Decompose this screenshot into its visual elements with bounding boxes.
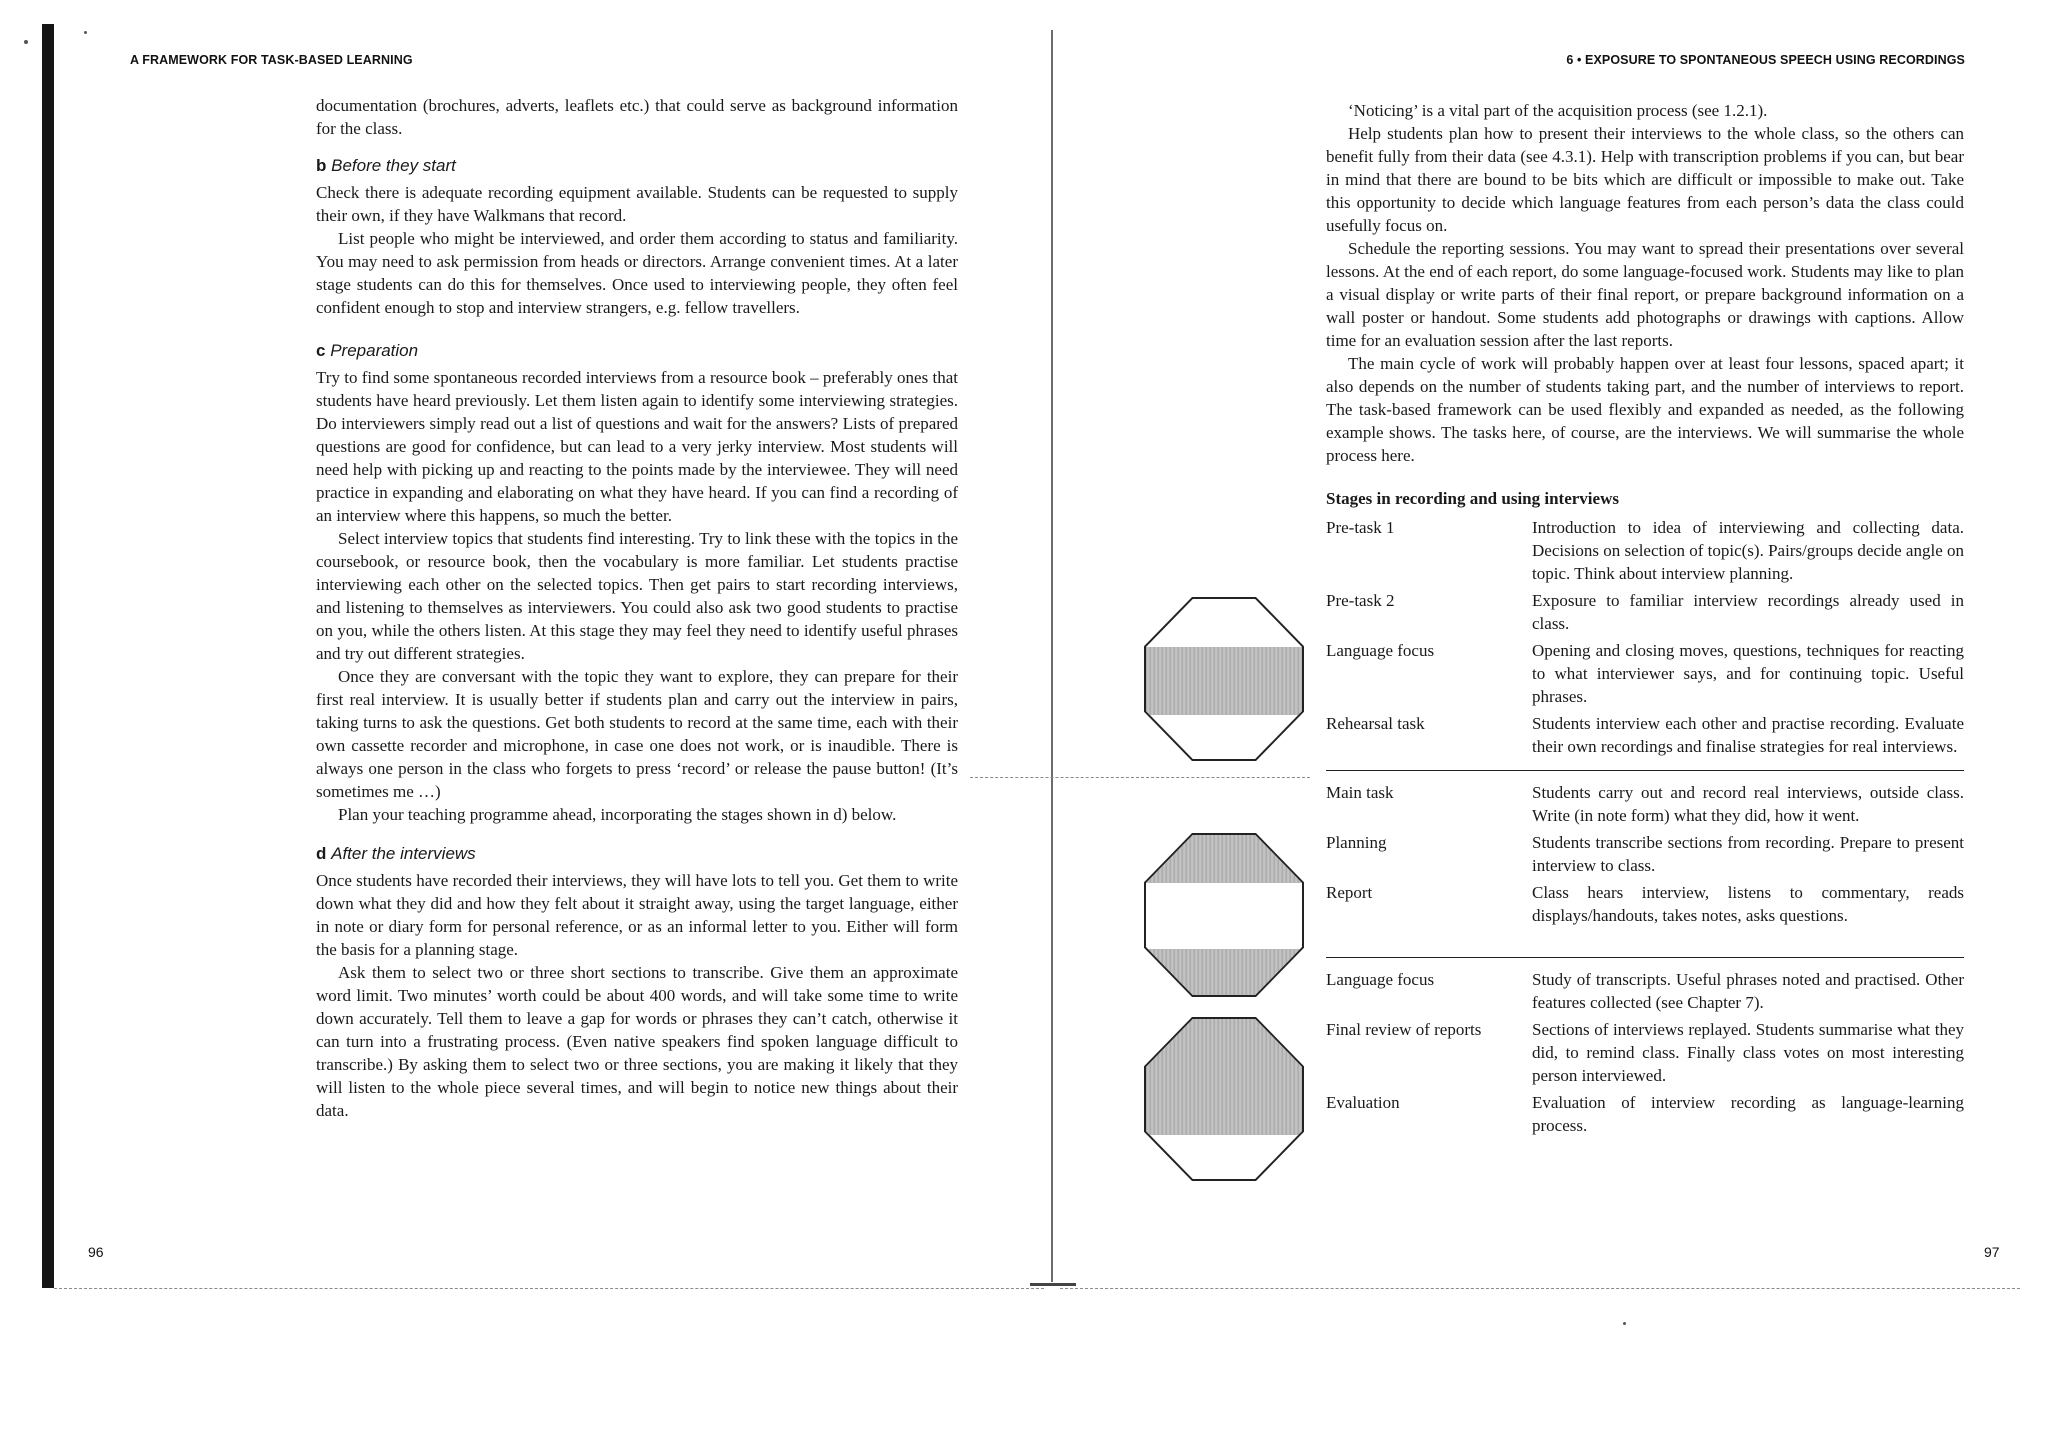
diagram-inner [1146,1019,1302,1179]
section-heading-d [316,842,958,865]
stage-row [1326,639,1964,708]
diagram-shaded-band [1146,949,1302,999]
stage-description: Class hears interview, listens to commentary, reads displays/handouts, takes notes, asks questions. [1532,883,1964,925]
stage-description: Introduction to idea of interviewing and collecting data. Decisions on selection of topic(s). Pairs/groups decide angle on topic. Think about interview planning. [1532,518,1964,583]
stage-description: Sections of interviews replayed. Students summarise what they did, to remind class. Finally class votes on most interesting person interviewed. [1532,1020,1964,1085]
bottom-edge-right [1060,1288,2020,1290]
stage-name: Evaluation [1326,1093,1400,1112]
stage-row [1326,781,1964,827]
running-head-left: A FRAMEWORK FOR TASK-BASED LEARNING [130,53,413,67]
stage-name: Planning [1326,833,1387,852]
paragraph: Check there is adequate recording equipment available. Students can be requested to supply their own, if they have Walkmans that record. [316,183,958,225]
right-text-column [1326,99,1964,1141]
task-cycle-diagram-task [1144,833,1304,997]
section-letter: d [316,844,327,863]
intro-paragraph: documentation (brochures, adverts, leaflets etc.) that could serve as background information for the class. [316,96,958,138]
stage-name: Language focus [1326,641,1435,660]
page-binding-edge [42,24,54,1288]
stage-name: Pre-task 2 [1326,591,1395,610]
paragraph: Ask them to select two or three short sections to transcribe. Give them an approximate word limit. Two minutes’ worth could be about 400 words, and will take some time to write down accurately. Tell them to leave a gap for words or phrases they can’t catch, otherwise it can turn into a frustrating process. (Even native speakers find spoken language difficult to transcribe.) By asking them to select two or three sections, you are making it likely that they will listen to the whole piece several times, and will begin to notice new things about their data. [316,963,958,1120]
stage-name: Final review of reports [1326,1020,1482,1039]
diagram-inner [1146,835,1302,995]
paragraph: ‘Noticing’ is a vital part of the acquisition process (see 1.2.1). [1348,101,1768,120]
section-heading-c [316,339,958,362]
section-title: Before they start [331,156,456,175]
stage-row [1326,831,1964,877]
page-number-left: 96 [88,1244,104,1260]
stage-group-language-focus [1326,957,1964,1137]
stage-row [1326,712,1964,758]
book-gutter [1051,30,1053,1282]
section-letter: b [316,156,327,175]
stage-row [1326,1091,1964,1137]
stage-group-pretask [1326,516,1964,758]
diagram-shaded-band [1146,1019,1302,1135]
gutter-foot-mark [1030,1283,1076,1286]
page-number-right: 97 [1984,1244,2000,1260]
scan-crease-mark [970,777,1310,779]
stage-description: Students interview each other and practise recording. Evaluate their own recordings and finalise strategies for real interviews. [1532,714,1964,756]
paragraph: Once they are conversant with the topic they want to explore, they can prepare for their first real interview. It is usually better if students plan and carry out the interview in pairs, taking turns to ask the questions. Get both students to record at the same time, each with their own cassette recorder and microphone, in case one does not work, or is inaudible. There is always one person in the class who forgets to press ‘record’ or release the pause button! (It’s sometimes me …) [316,667,958,801]
diagram-inner [1146,599,1302,759]
section-title: After the interviews [331,844,476,863]
section-heading-b [316,154,958,177]
stage-description: Evaluation of interview recording as language-learning process. [1532,1093,1964,1135]
task-cycle-diagram-pretask [1144,597,1304,761]
paragraph: Help students plan how to present their interviews to the whole class, so the others can benefit fully from their data (see 4.3.1). Help with transcription problems if you can, but bear in mind that there are bound to be bits which are difficult or impossible to make out. Take this opportunity to decide which language features from each person’s data the class could usefully focus on. [1326,124,1964,235]
paragraph: List people who might be interviewed, and order them according to status and familiarity. You may need to ask permission from heads or directors. Arrange convenient times. At a later stage students can do this for themselves. Once used to interviewing people, they often feel confident enough to stop and interview strangers, e.g. fellow travellers. [316,229,958,317]
stage-group-task-cycle [1326,770,1964,927]
stage-name: Pre-task 1 [1326,518,1395,537]
stage-name: Language focus [1326,970,1435,989]
stage-row [1326,516,1964,585]
task-cycle-diagram-language-focus [1144,1017,1304,1181]
stage-name: Rehearsal task [1326,714,1425,733]
paragraph: The main cycle of work will probably happen over at least four lessons, spaced apart; it also depends on the number of students taking part, and the number of interviews to report. The task-based framework can be used flexibly and expanded as needed, as the following example shows. The tasks here, of course, are the interviews. We will summarise the whole process here. [1326,354,1964,465]
stage-description: Students carry out and record real interviews, outside class. Write (in note form) what they did, how it went. [1532,783,1964,825]
stages-table-title: Stages in recording and using interviews [1326,489,1619,508]
stage-description: Students transcribe sections from recording. Prepare to present interview to class. [1532,833,1964,875]
paragraph: Once students have recorded their interviews, they will have lots to tell you. Get them to write down what they did and how they felt about it straight away, using the target language, either in note or diary form for personal reference, or as an informal letter to you. Either will form the basis for a planning stage. [316,871,958,959]
section-letter: c [316,341,326,360]
scan-speck [24,40,28,44]
scan-speck [1623,1322,1626,1325]
running-head-right: 6 • EXPOSURE TO SPONTANEOUS SPEECH USING RECORDINGS [1566,53,1965,67]
stage-row [1326,1018,1964,1087]
bottom-edge-left [54,1288,1044,1290]
stage-row [1326,589,1964,635]
stage-name: Report [1326,883,1373,902]
stage-row [1326,881,1964,927]
diagram-shaded-band [1146,647,1302,715]
stage-description: Study of transcripts. Useful phrases noted and practised. Other features collected (see Chapter 7). [1532,970,1964,1012]
scan-speck [84,31,87,34]
stage-name: Main task [1326,783,1394,802]
left-text-column [316,94,958,1122]
paragraph: Select interview topics that students find interesting. Try to link these with the topics in the coursebook, or resource book, then the vocabulary is more familiar. Let students practise interviewing each other on the selected topics. Then get pairs to start recording interviews, and listening to themselves as interviewers. You could also ask two good students to practise on you, while the others listen. At this stage they may feel they need to identify useful phrases and try out different strategies. [316,529,958,663]
paragraph: Plan your teaching programme ahead, incorporating the stages shown in d) below. [338,805,897,824]
stage-description: Opening and closing moves, questions, techniques for reacting to what interviewer says, and for continuing topic. Useful phrases. [1532,641,1964,706]
section-title: Preparation [330,341,419,360]
paragraph: Schedule the reporting sessions. You may want to spread their presentations over several lessons. At the end of each report, do some language-focused work. Students may like to plan a visual display or write parts of their final report, or prepare background information on a wall poster or handout. Some students add photographs or drawings with captions. Allow time for an evaluation session after the last reports. [1326,239,1964,350]
stage-row [1326,968,1964,1014]
stage-description: Exposure to familiar interview recordings already used in class. [1532,591,1964,633]
diagram-shaded-band [1146,835,1302,883]
paragraph: Try to find some spontaneous recorded interviews from a resource book – preferably ones that students have heard previously. Let them listen again to identify some interviewing strategies. Do interviewers simply read out a list of questions and wait for the answers? Lists of prepared questions are good for confidence, but can lead to a very jerky interview. Most students will need help with picking up and reacting to the points made by the interviewee. They will need practice in expanding and elaborating on what they have heard. If you can find a recording of an interview where this happens, so much the better. [316,368,958,525]
